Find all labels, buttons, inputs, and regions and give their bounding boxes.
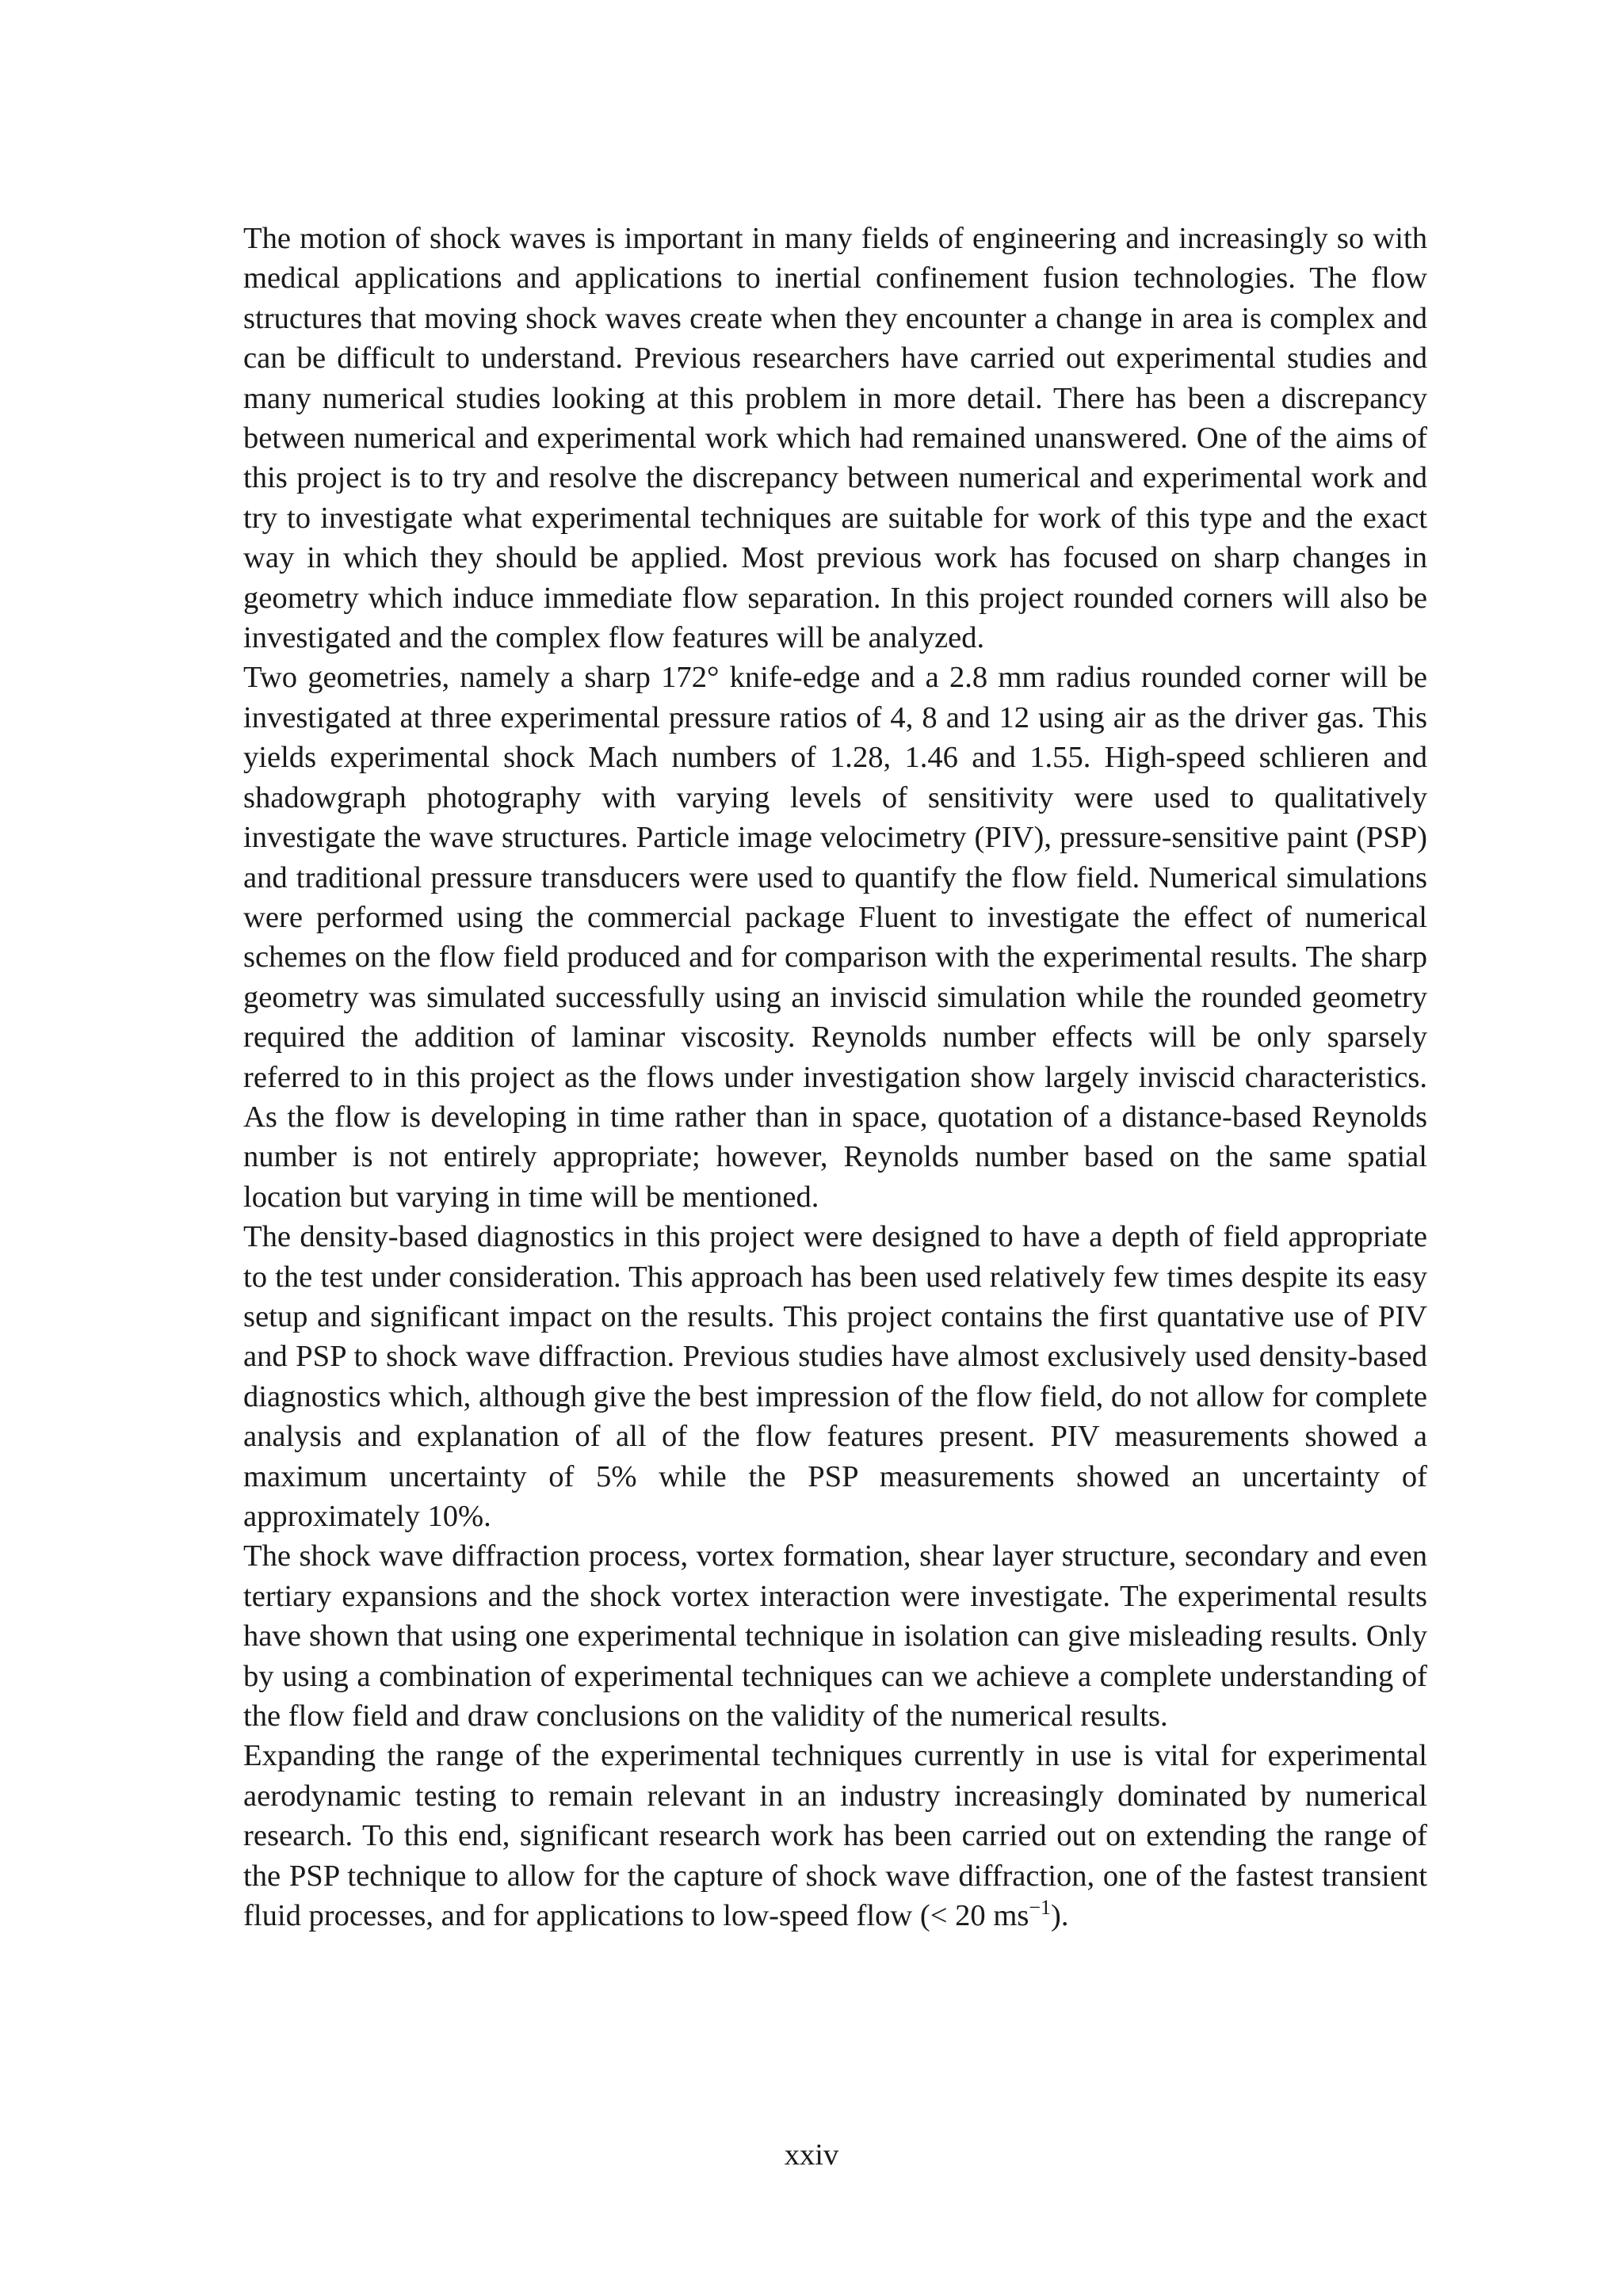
unit-exponent: −1: [1029, 1896, 1052, 1920]
paragraph-5-text: Expanding the range of the experimental techniques currently in use is vital for experimental aerodynamic testing to remain relevant in an industry increasingly dominated by numerical research. To this end, significant research work has been carried out on extending the range of the PSP technique to allow for the capture of shock wave diffraction, one of the fastest transient fluid processes, and for applications to low-speed flow (< 20 ms: [243, 1739, 1427, 1933]
page-number: xxiv: [784, 2138, 839, 2172]
paragraph-4: The shock wave diffraction process, vortex formation, shear layer structure, secondary and even tertiary expansions and the shock vortex interaction were investigate. The experimental results have shown that using one experimental technique in isolation can give misleading results. Only by using a combination of experimental techniques can we achieve a complete understanding of the flow field and draw conclusions on the validity of the numerical results.: [243, 1539, 1427, 1733]
abstract-body: [243, 219, 1427, 1936]
paragraph-5-tail: ).: [1051, 1899, 1069, 1933]
paragraph-3: The density-based diagnostics in this project were designed to have a depth of field appropriate to the test under consideration. This approach has been used relatively few times despite its easy setup and significant impact on the results. This project contains the first quantative use of PIV and PSP to shock wave diffraction. Previous studies have almost exclusively used density-based diagnostics which, although give the best impression of the flow field, do not allow for complete analysis and explanation of all of the flow features present. PIV measurements showed a maximum uncertainty of 5% while the PSP measurements showed an uncertainty of approximately 10%.: [243, 1220, 1427, 1533]
paragraph-2: Two geometries, namely a sharp 172° knife-edge and a 2.8 mm radius rounded corner will be investigated at three experimental pressure ratios of 4, 8 and 12 using air as the driver gas. This yields experimental shock Mach numbers of 1.28, 1.46 and 1.55. High-speed schlieren and shadowgraph photography with varying levels of sensitivity were used to qualitatively investigate the wave structures. Particle image velocimetry (PIV), pressure-sensitive paint (PSP) and traditional pressure transducers were used to quantify the flow field. Numerical simulations were performed using the commercial package Fluent to investigate the effect of numerical schemes on the flow field produced and for comparison with the experimental results. The sharp geometry was simulated successfully using an inviscid simulation while the rounded geometry required the addition of laminar viscosity. Reynolds number effects will be only sparsely referred to in this project as the flows under investigation show largely inviscid characteristics. As the flow is developing in time rather than in space, quotation of a distance-based Reynolds number is not entirely appropriate; however, Reynolds number based on the same spatial location but varying in time will be mentioned.: [243, 661, 1427, 1214]
paragraph-1: The motion of shock waves is important in many fields of engineering and increasingly so with medical applications and applications to inertial confinement fusion technologies. The flow structures that moving shock waves create when they encounter a change in area is complex and can be difficult to understand. Previous researchers have carried out experimental studies and many numerical studies looking at this problem in more detail. There has been a discrepancy between numerical and experimental work which had remained unanswered. One of the aims of this project is to try and resolve the discrepancy between numerical and experimental work and try to investigate what experimental techniques are suitable for work of this type and the exact way in which they should be applied. Most previous work has focused on sharp changes in geometry which induce immediate flow separation. In this project rounded corners will also be investigated and the complex flow features will be analyzed.: [243, 222, 1427, 655]
paragraph-5: [243, 1736, 1427, 1936]
